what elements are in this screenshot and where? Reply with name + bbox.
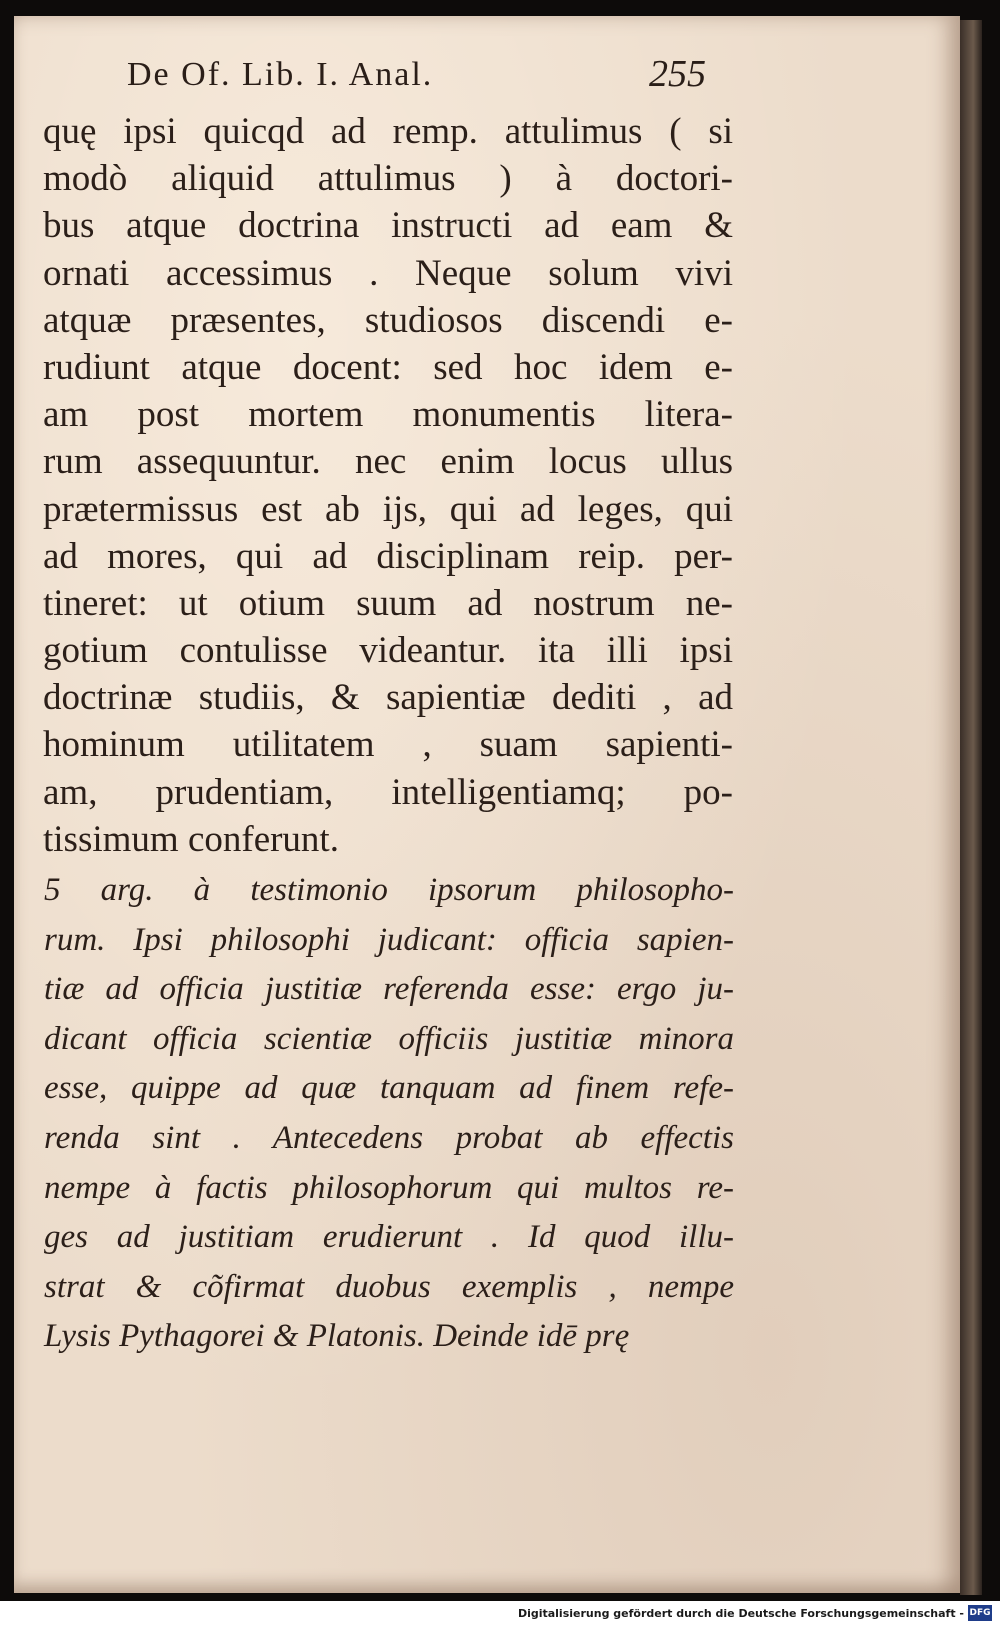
analysis-note-block bbox=[44, 866, 734, 1362]
text-line: am, prudentiam, intelligentiamq; po- bbox=[43, 771, 733, 813]
main-text-block bbox=[43, 108, 733, 863]
text-line: rum assequuntur. nec enim locus ullus bbox=[43, 441, 733, 483]
funding-credit: Digitalisierung gefördert durch die Deutsche Forschungsgemeinschaft - bbox=[517, 1607, 964, 1620]
text-line: am post mortem monumentis litera- bbox=[43, 394, 733, 436]
text-line: bus atque doctrina instructi ad eam & bbox=[43, 205, 733, 247]
text-line: modò aliquid attulimus ) à doctori- bbox=[43, 158, 733, 200]
page-edge bbox=[960, 20, 982, 1595]
note-line: renda sint . Antecedens probat ab effectis bbox=[44, 1119, 734, 1156]
text-line: gotium contulisse videantur. ita illi ipsi bbox=[43, 630, 733, 672]
running-head: De Of. Lib. I. Anal. bbox=[127, 56, 434, 93]
text-line: quę ipsi quicqd ad remp. attulimus ( si bbox=[43, 111, 733, 152]
note-line: rum. Ipsi philosophi judicant: officia sapien- bbox=[44, 921, 734, 958]
text-line: prætermissus est ab ijs, qui ad leges, qui bbox=[43, 488, 733, 530]
note-line: ges ad justitiam erudierunt . Id quod illu- bbox=[44, 1219, 734, 1256]
note-line: 5 arg. à testimonio ipsorum philosopho- bbox=[44, 872, 734, 908]
note-line: tiæ ad officia justitiæ referenda esse: ergo ju- bbox=[44, 971, 734, 1008]
note-line: dicant officia scientiæ officiis justitiæ minora bbox=[44, 1020, 734, 1057]
text-line: doctrinæ studiis, & sapientiæ dediti , ad bbox=[43, 677, 733, 719]
note-line: Lysis Pythagorei & Platonis. Deinde idē prę bbox=[44, 1318, 630, 1355]
text-line: hominum utilitatem , suam sapienti- bbox=[43, 724, 733, 766]
text-line: ornati accessimus . Neque solum vivi bbox=[43, 252, 733, 294]
dfg-logo: DFG bbox=[968, 1605, 992, 1621]
note-line: nempe à factis philosophorum qui multos re- bbox=[44, 1169, 734, 1206]
text-line: ad mores, qui ad disciplinam reip. per- bbox=[43, 535, 733, 577]
text-line: rudiunt atque docent: sed hoc idem e- bbox=[43, 346, 733, 388]
note-line: esse, quippe ad quæ tanquam ad finem refe- bbox=[44, 1070, 734, 1107]
text-line: tissimum conferunt. bbox=[43, 818, 339, 860]
text-line: tineret: ut otium suum ad nostrum ne- bbox=[43, 582, 733, 624]
text-line: atquæ præsentes, studiosos discendi e- bbox=[43, 299, 733, 341]
page-number: 255 bbox=[649, 53, 706, 95]
note-line: strat & cõfirmat duobus exemplis , nempe bbox=[44, 1268, 734, 1305]
